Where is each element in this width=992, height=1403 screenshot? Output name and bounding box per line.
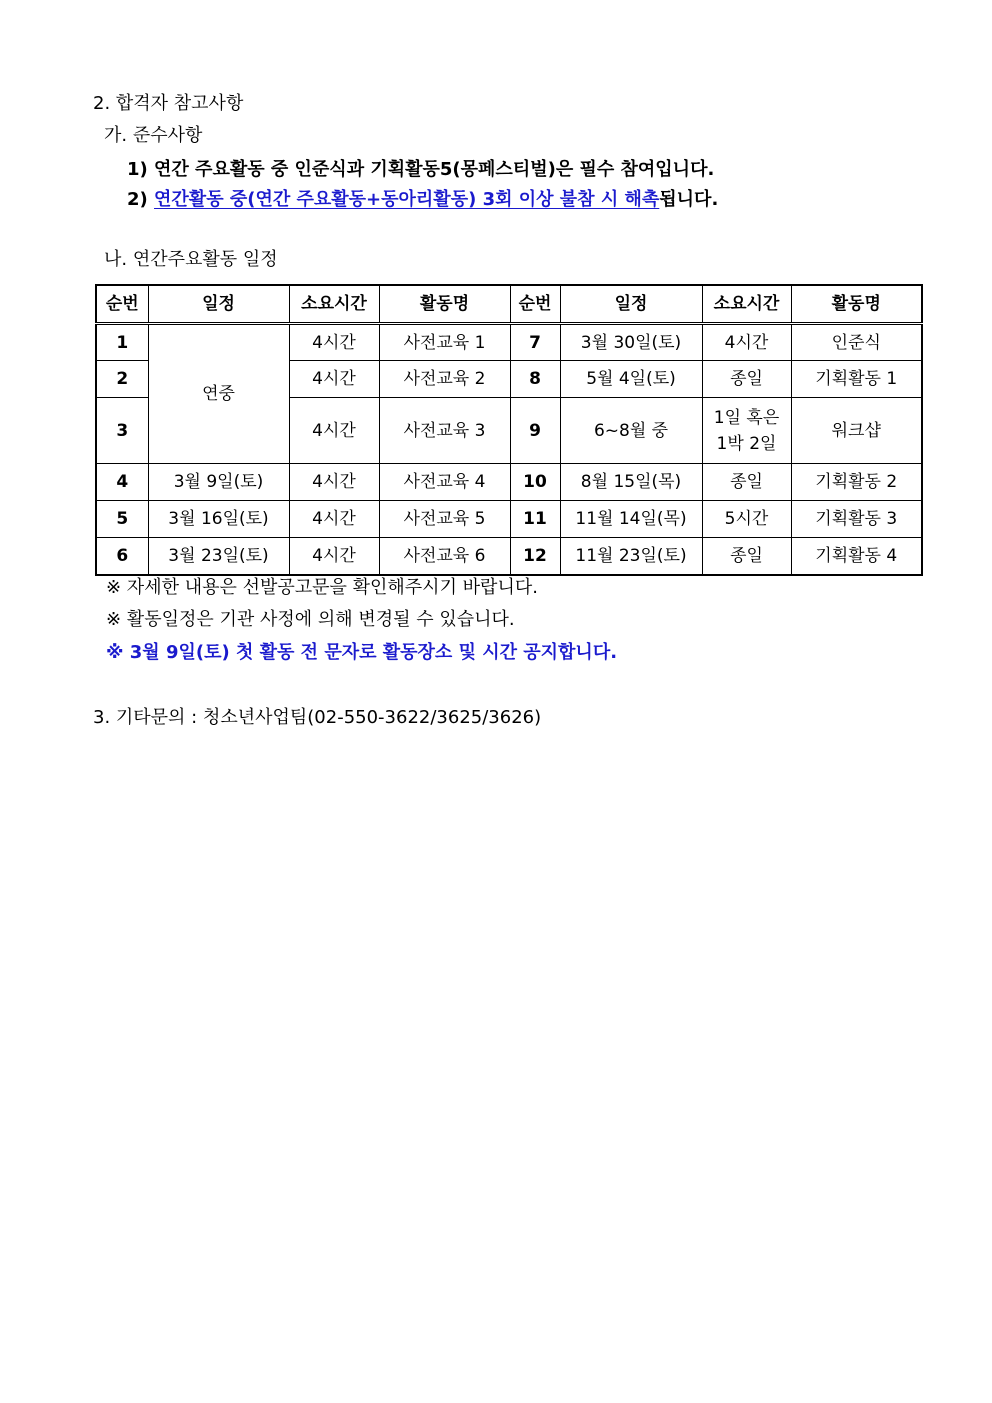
row-date: 8월 15일(목): [560, 464, 702, 501]
row-duration: 4시간: [289, 464, 379, 501]
row-activity: 기획활동 4: [791, 538, 922, 575]
note-details: ※ 자세한 내용은 선발공고문을 확인해주시기 바랍니다.: [106, 577, 538, 598]
row-num: 1: [96, 324, 148, 361]
subsection-a-title: 가. 준수사항: [104, 125, 203, 146]
header-activity: 활동명: [379, 285, 510, 324]
header-schedule: 일정: [148, 285, 289, 324]
row-num: 6: [96, 538, 148, 575]
rule-1: 1) 연간 주요활동 중 인준식과 기획활동5(몽페스티벌)은 필수 참여입니다.: [127, 159, 715, 180]
row-activity: 사전교육 4: [379, 464, 510, 501]
row-activity: 기획활동 2: [791, 464, 922, 501]
row-date: 3월 30일(토): [560, 324, 702, 361]
row-activity: 사전교육 5: [379, 501, 510, 538]
row-date: 6~8월 중: [560, 398, 702, 464]
row-date: 3월 16일(토): [148, 501, 289, 538]
row-activity: 기획활동 1: [791, 361, 922, 398]
row-duration: 4시간: [702, 324, 791, 361]
section-2-title: 2. 합격자 참고사항: [93, 93, 244, 114]
header-duration: 소요시간: [702, 285, 791, 324]
section-3-contact: 3. 기타문의 : 청소년사업팀(02-550-3622/3625/3626): [93, 707, 542, 728]
row-activity: 사전교육 3: [379, 398, 510, 464]
row-num: 2: [96, 361, 148, 398]
table-row: [96, 324, 922, 361]
duration-line-2: 1박 2일: [716, 433, 777, 454]
row-num: 11: [510, 501, 560, 538]
row-activity: 인준식: [791, 324, 922, 361]
row-num: 4: [96, 464, 148, 501]
row-duration: 종일: [702, 464, 791, 501]
table-row: [96, 501, 922, 538]
rule-2-prefix: 2): [127, 189, 155, 210]
row-date: 11월 23일(토): [560, 538, 702, 575]
row-num: 12: [510, 538, 560, 575]
row-activity: 기획활동 3: [791, 501, 922, 538]
table-row: [96, 538, 922, 575]
table-row: [96, 464, 922, 501]
row-duration: 종일: [702, 361, 791, 398]
row-duration: [702, 398, 791, 464]
row-activity: 사전교육 6: [379, 538, 510, 575]
schedule-table: [95, 284, 923, 576]
row-activity: 워크샵: [791, 398, 922, 464]
note-first-activity: ※ 3월 9일(토) 첫 활동 전 문자로 활동장소 및 시간 공지합니다.: [106, 642, 618, 663]
row-duration: 4시간: [289, 501, 379, 538]
note-schedule-change: ※ 활동일정은 기관 사정에 의해 변경될 수 있습니다.: [106, 609, 515, 630]
rule-2-suffix: 됩니다.: [659, 189, 719, 210]
header-num: 순번: [96, 285, 148, 324]
header-schedule: 일정: [560, 285, 702, 324]
rule-2: [127, 188, 718, 212]
row-num: 10: [510, 464, 560, 501]
subsection-b-title: 나. 연간주요활동 일정: [104, 249, 278, 270]
duration-line-1: 1일 혹은: [713, 407, 780, 428]
row-date: 11월 14일(목): [560, 501, 702, 538]
merged-schedule-cell: 연중: [148, 324, 289, 464]
row-activity: 사전교육 1: [379, 324, 510, 361]
row-num: 3: [96, 398, 148, 464]
header-num: 순번: [510, 285, 560, 324]
row-num: 7: [510, 324, 560, 361]
rule-2-underlined: 연간활동 중(연간 주요활동+동아리활동) 3회 이상 불참 시 해촉: [154, 189, 660, 210]
header-duration: 소요시간: [289, 285, 379, 324]
row-duration: 4시간: [289, 398, 379, 464]
row-activity: 사전교육 2: [379, 361, 510, 398]
row-duration: 종일: [702, 538, 791, 575]
row-date: 3월 23일(토): [148, 538, 289, 575]
row-num: 8: [510, 361, 560, 398]
row-duration: 4시간: [289, 361, 379, 398]
row-date: 5월 4일(토): [560, 361, 702, 398]
row-num: 9: [510, 398, 560, 464]
row-duration: 4시간: [289, 538, 379, 575]
row-duration: 5시간: [702, 501, 791, 538]
row-date: 3월 9일(토): [148, 464, 289, 501]
header-activity: 활동명: [791, 285, 922, 324]
table-header-row: [96, 285, 922, 324]
row-duration: 4시간: [289, 324, 379, 361]
row-num: 5: [96, 501, 148, 538]
